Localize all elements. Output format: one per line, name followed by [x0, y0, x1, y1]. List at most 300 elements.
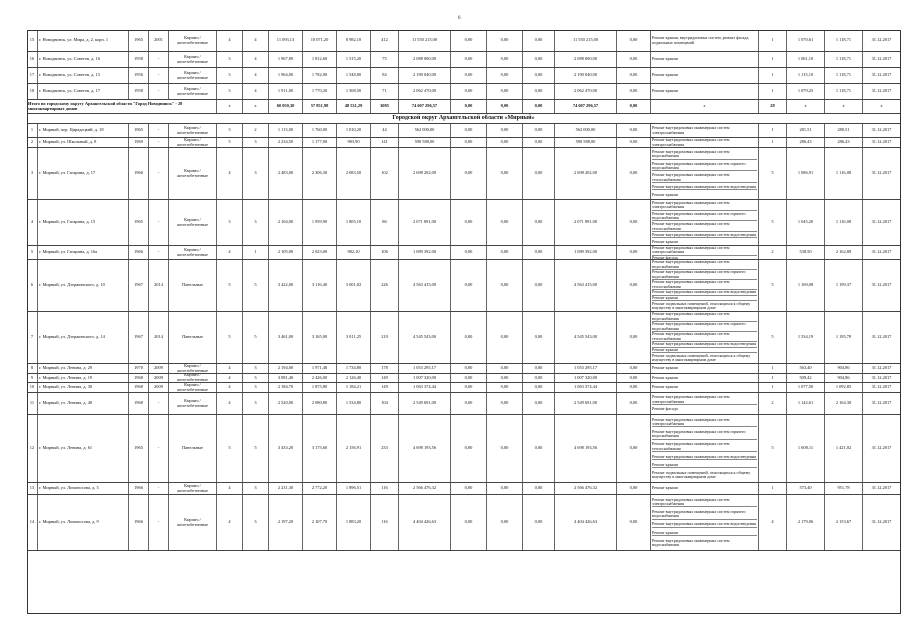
cell-z3: 0,00 [523, 124, 555, 137]
cell-a2: 1 971,40 [303, 364, 337, 373]
cell-r: 0,00 [617, 124, 651, 137]
cell-z1: 0,00 [451, 148, 487, 199]
cell-y2: - [149, 495, 169, 550]
cell-r: 0,00 [617, 312, 651, 363]
cell-c2: 286,43 [825, 138, 863, 147]
repair-works-cell [651, 200, 759, 245]
repair-works-cell [651, 84, 759, 99]
cell-cost: 1 007 320,00 [399, 374, 451, 382]
cell-c2: 1 116,08 [825, 148, 863, 199]
cell-en: 2 [243, 124, 269, 137]
table-row [27, 364, 901, 374]
cell-r: 0,00 [617, 30, 651, 51]
repair-work-item: Ремонт внутридомовых инженерных систем водоотведения [652, 232, 757, 238]
cell-en: 5 [243, 415, 269, 482]
cell-n: 4 [27, 200, 38, 245]
cell-r: 0,00 [617, 68, 651, 83]
cell-n: 2 [27, 138, 38, 147]
repair-works-cell [651, 364, 759, 373]
cell-z1: 0,00 [451, 68, 487, 83]
cell-z3: 0,00 [523, 30, 555, 51]
repair-works-cell [651, 68, 759, 83]
cell-c2: 280,51 [825, 124, 863, 137]
cell-a2: 2 772,20 [303, 483, 337, 494]
cell-res: 149 [371, 383, 399, 392]
repair-work-item: Ремонт внутридомовых инженерных систем водоснабжения [652, 312, 757, 322]
cell-c2: 1 118,71 [825, 30, 863, 51]
cell-c2: 904,86 [825, 374, 863, 382]
cell-z3: 0,00 [523, 52, 555, 67]
cell-y1: 1956 [129, 68, 149, 83]
cell-z2: 0,00 [487, 312, 523, 363]
cell-cost: 2 088 000,00 [399, 52, 451, 67]
cell-en: 3 [243, 495, 269, 550]
cell-r: 0,00 [617, 364, 651, 373]
cell-en: 4 [243, 52, 269, 67]
cell-date: 31.12.2017 [863, 30, 901, 51]
cell-k: 5 [759, 415, 787, 482]
cell-cost: 11 550 215,00 [399, 30, 451, 51]
repair-work-item: Ремонт внутридомовых инженерных систем водоотведения [652, 184, 757, 190]
cell-r: 0,00 [617, 246, 651, 259]
cell-z2: 0,00 [487, 393, 523, 414]
cell-y1: 1968 [129, 383, 149, 392]
cell-a1: 1 113,00 [269, 124, 303, 137]
cell-en: 4 [243, 68, 269, 83]
cell-a1: 3 081,40 [269, 374, 303, 382]
cell-a2: 2 080,80 [303, 393, 337, 414]
cell-total: 2 549 691,00 [555, 393, 617, 414]
cell-y2: - [149, 200, 169, 245]
cell-a3: 3 011,25 [337, 312, 371, 363]
cell-a3: 1 010,20 [337, 124, 371, 137]
cell-cost: 1 053 295,17 [399, 364, 451, 373]
cell-k: 1 [759, 364, 787, 373]
cell-fl: 3 [217, 52, 243, 67]
repair-work-item: Ремонт крыши [652, 531, 757, 536]
cell-address: г. Мирный, ул. Ленина, д. 30 [38, 383, 129, 392]
cell-y1: 1966 [129, 495, 149, 550]
cell-r: 0,00 [617, 100, 651, 113]
cell-res: 71 [371, 84, 399, 99]
cell-address: г. Мирный, ул. Ленина, д. 29 [38, 364, 129, 373]
total-label: Итого по городскому округу Архангельской области "Город Новодвинск" - 28 многоквартирных домов [27, 100, 217, 113]
cell-c1: x [787, 100, 825, 113]
table-row [27, 393, 901, 415]
cell-z2: 0,00 [487, 246, 523, 259]
cell-fl: 4 [217, 393, 243, 414]
cell-z3: 0,00 [523, 495, 555, 550]
cell-date: 31.12.2017 [863, 374, 901, 382]
cell-c1: 1 115,10 [787, 68, 825, 83]
cell-c2: x [825, 100, 863, 113]
repair-works-cell [651, 124, 759, 137]
cell-a2: 1 760,00 [303, 124, 337, 137]
cell-date: 31.12.2017 [863, 138, 901, 147]
table-row [27, 68, 901, 84]
table-row [27, 200, 901, 246]
repair-work-item: Ремонт внутридомовых инженерных систем теплоснабжения [652, 222, 757, 232]
cell-cost: 590 588,00 [399, 138, 451, 147]
cell-mat: Кирпич / железобетонные [169, 374, 217, 382]
cell-c1: 1 534,19 [787, 312, 825, 363]
cell-a1: 3 433,20 [269, 415, 303, 482]
cell-z3: 0,00 [523, 483, 555, 494]
repair-work-item: Ремонт внутридомовых инженерных систем электроснабжения [652, 418, 757, 428]
cell-mat: Кирпич / железобетонные [169, 52, 217, 67]
cell-n: 14 [27, 495, 38, 550]
cell-k: 1 [759, 30, 787, 51]
cell-c1: 1 061,10 [787, 52, 825, 67]
cell-address: г. Мирный, ул. Ленина, д. 40 [38, 393, 129, 414]
cell-date: 31.12.2017 [863, 383, 901, 392]
cell-c1: 1 079,25 [787, 84, 825, 99]
cell-y1: 1968 [129, 393, 149, 414]
cell-a3: 1 548,80 [337, 68, 371, 83]
cell-y2: - [149, 138, 169, 147]
cell-total: 2 566 476,32 [555, 483, 617, 494]
cell-z1: 0,00 [451, 312, 487, 363]
cell-res: 116 [371, 483, 399, 494]
cell-r: 0,00 [617, 84, 651, 99]
cell-y2: - [149, 84, 169, 99]
cell-y2: 2009 [149, 364, 169, 373]
cell-fl: 5 [217, 138, 243, 147]
cell-z1: 0,00 [451, 374, 487, 382]
repair-work-item: Ремонт внутридомовых инженерных систем электроснабжения [652, 395, 757, 405]
cell-a2: 2 306,30 [303, 148, 337, 199]
cell-res: 149 [371, 374, 399, 382]
cell-cost: 562 000,00 [399, 124, 451, 137]
cell-a3: 1 515,20 [337, 52, 371, 67]
cell-res: 233 [371, 415, 399, 482]
cell-z2: 0,00 [487, 68, 523, 83]
cell-mat: Кирпич / железобетонные [169, 495, 217, 550]
cell-a3: 3 001,82 [337, 260, 371, 311]
repair-works-cell [651, 312, 759, 363]
cell-res: 75 [371, 52, 399, 67]
cell-y1: 1965 [129, 30, 149, 51]
cell-address: г. Мирный, ул. Гагарина, д. 16а [38, 246, 129, 259]
cell-res: 102 [371, 148, 399, 199]
cell-total: 2 190 040,00 [555, 68, 617, 83]
cell-n: 17 [27, 68, 38, 83]
cell-en: 4 [243, 84, 269, 99]
cell-a3: 982,10 [337, 246, 371, 259]
cell-cost: 1 089 392,00 [399, 246, 451, 259]
cell-z3: 0,00 [523, 260, 555, 311]
cell-a2: 2 107,70 [303, 495, 337, 550]
cell-z2: 0,00 [487, 124, 523, 137]
cell-en: 3 [243, 364, 269, 373]
cell-z2: 0,00 [487, 364, 523, 373]
repair-work-item: Ремонт внутридомовых инженерных систем электроснабжения [652, 201, 757, 211]
repair-work-item: Ремонт внутридомовых инженерных систем электроснабжения [652, 125, 730, 135]
cell-mat: Кирпич / железобетонные [169, 124, 217, 137]
cell-y1: 1965 [129, 124, 149, 137]
repair-work-item: Ремонт крыши [652, 374, 678, 380]
cell-a3: 2 126,40 [337, 374, 371, 382]
cell-cost: 74 607 296,57 [399, 100, 451, 113]
table-row [27, 483, 901, 495]
cell-a1: 3 422,00 [269, 260, 303, 311]
cell-k: 1 [759, 138, 787, 147]
cell-en: 3 [243, 483, 269, 494]
cell-n: 12 [27, 415, 38, 482]
cell-address: г. Мирный, ул. Ленина, д. 19 [38, 374, 129, 382]
cell-total: 562 000,00 [555, 124, 617, 137]
cell-a2: 1 177,00 [303, 138, 337, 147]
cell-a1: 11 093,13 [269, 30, 303, 51]
cell-r: 0,00 [617, 138, 651, 147]
repair-works-cell [651, 52, 759, 67]
cell-z1: 0,00 [451, 100, 487, 113]
repair-work-item: Ремонт внутридомовых инженерных систем теплоснабжения [652, 442, 757, 452]
cell-y1: 1966 [129, 246, 149, 259]
cell-z2: 0,00 [487, 374, 523, 382]
repair-work-item: Ремонт внутридомовых инженерных систем горячего водоснабжения [652, 322, 757, 332]
cell-fl: 4 [217, 30, 243, 51]
cell-date: 31.12.2017 [863, 200, 901, 245]
cell-date: 31.12.2017 [863, 52, 901, 67]
repair-works-cell [651, 495, 759, 550]
cell-total: 1 063 374,44 [555, 383, 617, 392]
cell-r: 0,00 [617, 260, 651, 311]
cell-total: 1 053 295,17 [555, 364, 617, 373]
repair-work-item: Ремонт крыши [652, 88, 678, 94]
cell-a2: 57 851,98 [303, 100, 337, 113]
repair-work-item: Ремонт крыши [652, 72, 678, 78]
cell-n: 6 [27, 260, 38, 311]
cell-c1: 1 086,91 [787, 148, 825, 199]
cell-date: 31.12.2017 [863, 84, 901, 99]
cell-c2: 2 164,30 [825, 393, 863, 414]
cell-y2: 2014 [149, 260, 169, 311]
table-row [27, 495, 901, 551]
cell-c2: 1 421,02 [825, 415, 863, 482]
cell-z3: 0,00 [523, 246, 555, 259]
cell-n: 1 [27, 124, 38, 137]
cell-k: 1 [759, 374, 787, 382]
cell-y2: - [149, 483, 169, 494]
cell-r: 0,00 [617, 148, 651, 199]
cell-a1: 3 461,00 [269, 312, 303, 363]
cell-z2: 0,00 [487, 200, 523, 245]
cell-res: 116 [371, 495, 399, 550]
cell-r: 0,00 [617, 415, 651, 482]
cell-total: 2 062 470,00 [555, 84, 617, 99]
cell-mat: Кирпич / железобетонные [169, 148, 217, 199]
cell-date: 31.12.2017 [863, 312, 901, 363]
cell-c1: 1 070,61 [787, 30, 825, 51]
cell-date: 31.12.2017 [863, 124, 901, 137]
cell-fl: 5 [217, 415, 243, 482]
cell-z2: 0,00 [487, 84, 523, 99]
cell-a2: 1 959,90 [303, 200, 337, 245]
cell-y1: 1967 [129, 312, 149, 363]
cell-y2: 2001 [149, 30, 169, 51]
cell-fl: 4 [217, 383, 243, 392]
table-row [27, 312, 901, 364]
cell-res: 106 [371, 246, 399, 259]
cell-a2: 1 875,80 [303, 383, 337, 392]
repair-works-cell [651, 148, 759, 199]
repair-work-item: Ремонт крыши [652, 296, 757, 301]
cell-a1: 1 967,80 [269, 52, 303, 67]
table-row [27, 246, 901, 260]
cell-z2: 0,00 [487, 100, 523, 113]
cell-c2: 904,86 [825, 364, 863, 373]
cell-c1: 509,42 [787, 374, 825, 382]
cell-a1: 1 964,00 [269, 68, 303, 83]
cell-a2: 2 023,00 [303, 246, 337, 259]
cell-date: 31.12.2017 [863, 148, 901, 199]
total-row [27, 100, 901, 114]
cell-a2: 1 782,90 [303, 68, 337, 83]
cell-k: 28 [759, 100, 787, 113]
cell-mat: Панельные [169, 312, 217, 363]
repair-works-cell [651, 246, 759, 259]
cell-z3: 0,00 [523, 84, 555, 99]
cell-y2: - [149, 246, 169, 259]
cell-a3: 1 883,20 [337, 495, 371, 550]
cell-date: 31.12.2017 [863, 364, 901, 373]
cell-a1: 2 197,20 [269, 495, 303, 550]
repair-work-item: Ремонт крыши [652, 56, 678, 62]
cell-total: 4 545 543,00 [555, 312, 617, 363]
cell-k: 5 [759, 148, 787, 199]
cell-r: 0,00 [617, 383, 651, 392]
table-row [27, 52, 901, 68]
repair-works-cell [651, 260, 759, 311]
cell-z1: 0,00 [451, 383, 487, 392]
cell-z1: 0,00 [451, 495, 487, 550]
cell-a2: 2 426,00 [303, 374, 337, 382]
cell-en: 3 [243, 200, 269, 245]
cell-fl: 3 [217, 124, 243, 137]
cell-z1: 0,00 [451, 138, 487, 147]
cell-date: 31.12.2017 [863, 495, 901, 550]
cell-c1: 1 077,50 [787, 383, 825, 392]
cell-r: 0,00 [617, 483, 651, 494]
cell-total: 4 698 193,56 [555, 415, 617, 482]
repair-work-item: Ремонт внутридомовых инженерных систем водоснабжения [652, 537, 730, 547]
cell-en: 3 [243, 393, 269, 414]
cell-n: 9 [27, 374, 38, 382]
cell-a2: 3 165,00 [303, 312, 337, 363]
cell-date: 31.12.2017 [863, 260, 901, 311]
cell-mat: Кирпич / железобетонные [169, 246, 217, 259]
cell-z1: 0,00 [451, 200, 487, 245]
cell-c1: 286,43 [787, 138, 825, 147]
cell-address: г. Новодвинск, ул. Советов, д. 16 [38, 52, 129, 67]
cell-c2: 951,78 [825, 483, 863, 494]
cell-date: x [863, 100, 901, 113]
cell-cost: 2 062 470,00 [399, 84, 451, 99]
cell-k: 1 [759, 383, 787, 392]
cell-z2: 0,00 [487, 138, 523, 147]
cell-z1: 0,00 [451, 52, 487, 67]
repair-work-item: Ремонт крыши [652, 348, 757, 353]
cell-n: 7 [27, 312, 38, 363]
table-row [27, 148, 901, 200]
cell-mat: Панельные [169, 260, 217, 311]
cell-y2: 2009 [149, 383, 169, 392]
cell-res: 44 [371, 124, 399, 137]
cell-cost: 4 404 426,63 [399, 495, 451, 550]
cell-z2: 0,00 [487, 483, 523, 494]
table-row [27, 260, 901, 312]
cell-c2: 1 116,08 [825, 200, 863, 245]
cell-cost: 1 063 374,44 [399, 383, 451, 392]
cell-fl: x [217, 100, 243, 113]
cell-a3: 983,90 [337, 138, 371, 147]
cell-address: г. Мирный, ул. Ленина, д. 61 [38, 415, 129, 482]
cell-total: 4 563 415,00 [555, 260, 617, 311]
repair-work-item: Ремонт внутридомовых инженерных систем водоотведения [652, 289, 757, 295]
cell-c2: 2 153,67 [825, 495, 863, 550]
cell-fl: 3 [217, 68, 243, 83]
cell-res: 3085 [371, 100, 399, 113]
cell-z1: 0,00 [451, 30, 487, 51]
cell-r: 0,00 [617, 495, 651, 550]
cell-y2: - [149, 393, 169, 414]
cell-r: 0,00 [617, 374, 651, 382]
cell-a3: 8 982,10 [337, 30, 371, 51]
repair-work-item: Ремонт внутридомовых инженерных систем горячего водоснабжения [652, 510, 757, 520]
cell-y1: 1965 [129, 200, 149, 245]
cell-address: г. Новодвинск, ул. Советов, д. 13 [38, 68, 129, 83]
cell-total: 74 607 296,57 [555, 100, 617, 113]
repair-work-item: Ремонт внутридомовых инженерных систем теплоснабжения [652, 280, 757, 290]
cell-fl: 5 [217, 312, 243, 363]
cell-date: 31.12.2017 [863, 246, 901, 259]
repair-work-item: Ремонт внутридомовых инженерных систем горячего водоснабжения [652, 212, 757, 222]
cell-address: г. Новодвинск, ул. Мира, д. 2, корп. 1 [38, 30, 129, 51]
cell-r: 0,00 [617, 200, 651, 245]
cell-c2: 1 195,78 [825, 312, 863, 363]
repair-work-item: Ремонт внутридомовых инженерных систем теплоснабжения [652, 173, 757, 183]
cell-a2: 3 175,60 [303, 415, 337, 482]
cell-a1: 2 483,00 [269, 148, 303, 199]
cell-fl: 4 [217, 148, 243, 199]
cell-c2: 1 118,71 [825, 84, 863, 99]
cell-y2: - [149, 124, 169, 137]
repair-work-item: Ремонт внутридомовых инженерных систем водоотведения [652, 521, 757, 527]
cell-fl: 3 [217, 84, 243, 99]
cell-total: 2 088 000,00 [555, 52, 617, 67]
cell-address: г. Мирный, пер. Цирадецкий, д. 18 [38, 124, 129, 137]
cell-z3: 0,00 [523, 415, 555, 482]
repair-work-item: Ремонт подвальных помещений, относящихся к общему имуществу в многоквартирном доме [652, 352, 751, 363]
cell-k: 1 [759, 483, 787, 494]
cell-date: 31.12.2017 [863, 393, 901, 414]
cell-y2: - [149, 415, 169, 482]
cell-y2: 2014 [149, 312, 169, 363]
cell-a1: 1 911,00 [269, 84, 303, 99]
cell-mat: Кирпич / железобетонные [169, 383, 217, 392]
cell-mat: Кирпич / железобетонные [169, 138, 217, 147]
cell-work: x [651, 100, 759, 113]
cell-r: 0,00 [617, 393, 651, 414]
cell-fl: 4 [217, 246, 243, 259]
cell-c2: 1 199,37 [825, 260, 863, 311]
cell-y2: 2009 [149, 374, 169, 382]
cell-z1: 0,00 [451, 246, 487, 259]
cell-n: 8 [27, 364, 38, 373]
cell-y2: - [149, 68, 169, 83]
cell-a3: 1 534,80 [337, 393, 371, 414]
